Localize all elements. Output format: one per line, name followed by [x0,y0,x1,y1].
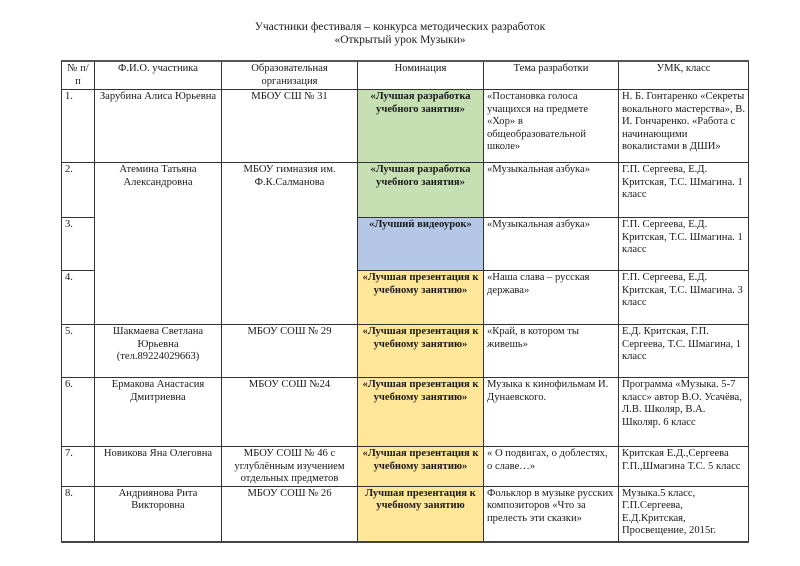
cell-nomination: «Лучшая презентация к учебному занятию» [358,378,484,447]
cell-num: 7. [62,447,95,487]
cell-topic: «Музыкальная азбука» [484,163,619,218]
cell-nomination: «Лучшая презентация к учебному занятию» [358,325,484,378]
title-line-2: «Открытый урок Музыки» [334,34,466,46]
cell-name: Андриянова Рита Викторовна [95,486,222,542]
cell-topic: « О подвигах, о доблестях, о славе…» [484,447,619,487]
header-umk: УМК, класс [619,61,749,90]
cell-org: МБОУ СОШ № 29 [222,325,358,378]
cell-num: 6. [62,378,95,447]
cell-nomination: «Лучшая презентация к учебному занятию» [358,271,484,325]
cell-name: Зарубина Алиса Юрьевна [95,90,222,163]
cell-nomination: Лучшая презентация к учебному занятию [358,486,484,542]
cell-topic: Фольклор в музыке русских композиторов «Что за прелесть эти сказки» [484,486,619,542]
table-row [62,486,749,542]
cell-umk: Г.П. Сергеева, Е.Д. Критская, Т.С. Шмагина. 3 класс [619,271,749,325]
cell-num: 2. [62,163,95,218]
header-nomination: Номинация [358,61,484,90]
cell-name: Шакмаева Светлана Юрьевна (тел.89224029663) [95,325,222,378]
participants-table [61,60,749,543]
table-row [62,325,749,378]
cell-name: Новикова Яна Олеговна [95,447,222,487]
cell-umk: Е.Д. Критская, Г.П. Сергеева, Т.С. Шмагина, 1 класс [619,325,749,378]
cell-name: Атемина Татьяна Александровна [95,163,222,325]
cell-num: 1. [62,90,95,163]
table-header-row [62,61,749,90]
cell-topic: «Край, в котором ты живешь» [484,325,619,378]
cell-topic: «Наша слава – русская держава» [484,271,619,325]
table-row [62,378,749,447]
cell-name: Ермакова Анастасия Дмитриевна [95,378,222,447]
cell-umk: Г.П. Сергеева, Е.Д. Критская, Т.С. Шмагина. 1 класс [619,163,749,218]
cell-nomination: «Лучшая разработка учебного занятия» [358,163,484,218]
cell-topic: «Постановка голоса учащихся на предмете «Хор» в общеобразовательной школе» [484,90,619,163]
cell-org: МБОУ гимназия им. Ф.К.Салманова [222,163,358,325]
cell-org: МБОУ СШ № 31 [222,90,358,163]
cell-umk: Г.П. Сергеева, Е.Д. Критская, Т.С. Шмагина. 1 класс [619,218,749,271]
cell-umk: Критская Е.Д.,Сергеева Г.П.,Шмагина Т.С. 5 класс [619,447,749,487]
cell-org: МБОУ СОШ № 26 [222,486,358,542]
cell-nomination: «Лучший видеоурок» [358,218,484,271]
cell-nomination: «Лучшая презентация к учебному занятию» [358,447,484,487]
cell-num: 4. [62,271,95,325]
table-row [62,447,749,487]
cell-umk: Музыка.5 класс, Г.П.Сергеева, Е.Д.Критская, Просвещение, 2015г. [619,486,749,542]
title-line-1: Участники фестиваля – конкурса методических разработок [254,21,546,33]
table-row [62,163,749,218]
header-topic: Тема разработки [484,61,619,90]
cell-nomination: «Лучшая разработка учебного занятия» [358,90,484,163]
cell-num: 3. [62,218,95,271]
cell-org: МБОУ СОШ №24 [222,378,358,447]
header-name: Ф.И.О. участника [95,61,222,90]
cell-org: МБОУ СОШ № 46 с углублённым изучением отдельных предметов [222,447,358,487]
cell-umk: Н. Б. Гонтаренко «Секреты вокального мастерства», В. И. Гончаренко. «Работа с начинающими вокалистами в ДШИ» [619,90,749,163]
header-org: Образовательная организация [222,61,358,90]
document-title [0,21,800,47]
cell-topic: Музыка к кинофильмам И. Дунаевского. [484,378,619,447]
cell-umk: Программа «Музыка. 5-7 класс» автор В.О. Усачёва, Л.В. Школяр, В.А. Школяр. 6 класс [619,378,749,447]
table-row [62,90,749,163]
cell-num: 5. [62,325,95,378]
header-num: № п/п [62,61,95,90]
cell-topic: «Музыкальная азбука» [484,218,619,271]
cell-num: 8. [62,486,95,542]
